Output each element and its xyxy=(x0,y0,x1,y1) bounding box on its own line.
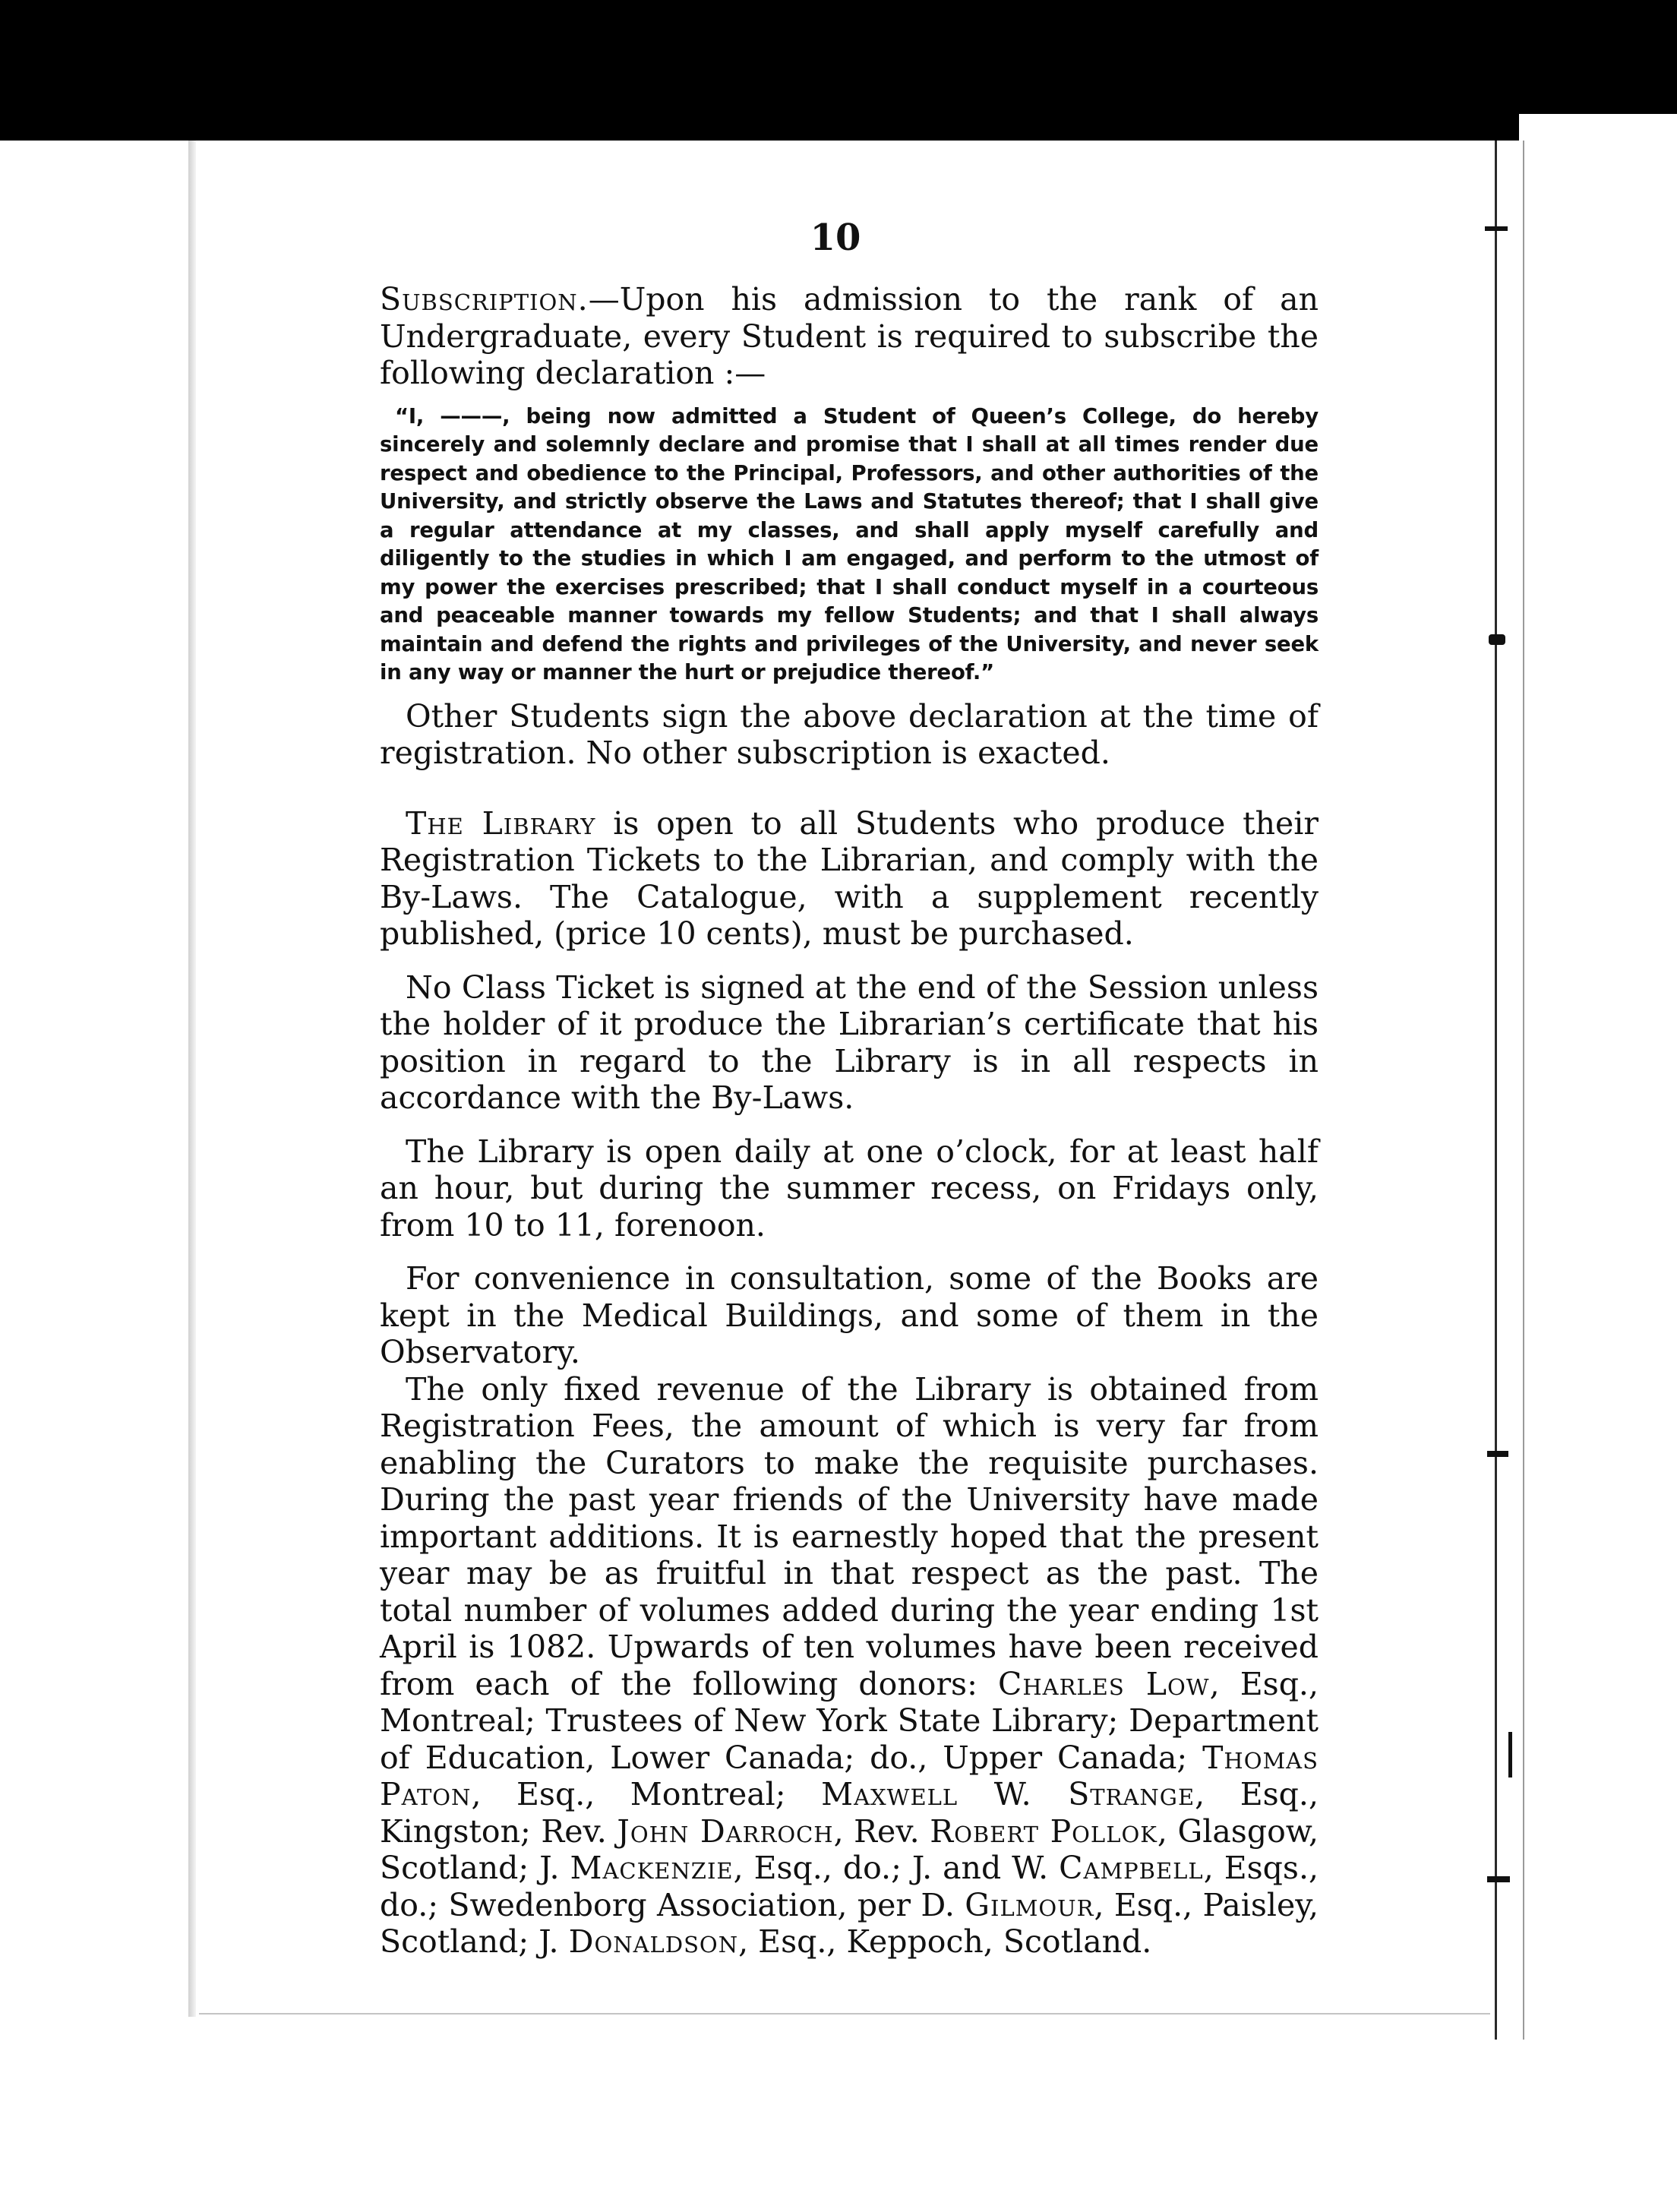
donor-name: Charles Low xyxy=(997,1665,1210,1702)
page-right-edge xyxy=(1495,141,1497,2040)
donor-detail: , Esq., Montreal; Trustees of New York State Library; Department of Education, Lower Canada; do., Upper Canada; xyxy=(380,1665,1319,1776)
donor-detail: , Esq., do.; J. and W. xyxy=(733,1850,1060,1886)
subscription-heading: Subscription. xyxy=(380,281,589,318)
donor-name: Campbell xyxy=(1059,1850,1204,1886)
declaration-quote: “I, ———, being now admitted a Student of Queen’s College, do hereby sincerely and solemnly declare and promise that I shall at all times render due respect and obedience to the Principal, Professors, and other authorities of the University, and strictly observe the Laws and Statutes thereof; that I shall give a regular attendance at my classes, and shall apply myself carefully and diligently to the studies in which I am engaged, and perform to the utmost of my power the exercises prescribed; that I shall conduct myself in a courteous and peaceable manner towards my fellow Students; and that I shall always maintain and defend the rights and privileges of the University, and never seek in any way or manner the hurt or prejudice thereof.” xyxy=(380,403,1319,684)
donor-detail: , Esq., Kingston; Rev. xyxy=(380,1776,1319,1850)
binding-mark xyxy=(1487,1876,1510,1882)
subscription-text: —Upon his admission to the rank of an Undergraduate, every Student is required to subscribe the following declaration :— xyxy=(380,281,1319,391)
binding-mark xyxy=(1489,634,1505,645)
subscription-paragraph xyxy=(380,281,1319,392)
donor-name: Thomas Paton xyxy=(380,1739,1319,1812)
library-text: is open to all Students who produce their Registration Tickets to the Librarian, and comply with the By-Laws. The Catalogue, with a supplement recently published, (price 10 cents), must be purchased. xyxy=(380,804,1319,952)
donor-name: Robert Pollok xyxy=(930,1812,1157,1850)
revenue-text: The only fixed revenue of the Library is obtained from Registration Fees, the amount of which is very far from enabling the Curators to make the requisite purchases. During the past year friends of the University have made important additions. It is earnestly hoped that the present year may be as fruitful in that respect as the past. The total number of volumes added during the year ending 1st April is 1082. Upwards of ten volumes have been received from each of the following donors: xyxy=(380,1370,1319,1702)
donor-detail: , Esqs., do.; Swedenborg Association, per D. xyxy=(380,1850,1319,1923)
donor-name: John Darroch xyxy=(617,1812,834,1850)
page-number: 10 xyxy=(810,216,861,259)
donor-name: Gilmour xyxy=(965,1886,1094,1923)
convenience-paragraph: For convenience in consultation, some of the Books are kept in the Medical Buildings, and some of them in the Observatory. xyxy=(380,1260,1319,1370)
other-students-paragraph: Other Students sign the above declaration at the time of registration. No other subscription is exacted. xyxy=(380,697,1319,771)
donor-detail: , Esq., Montreal; xyxy=(471,1776,822,1812)
binding-mark xyxy=(1508,1732,1512,1778)
donor-detail: , Rev. xyxy=(833,1812,930,1850)
donor-detail: , Esq., Keppoch, Scotland. xyxy=(738,1923,1152,1960)
library-paragraph xyxy=(380,805,1319,953)
page-left-edge xyxy=(188,141,196,2017)
library-heading: The Library xyxy=(406,804,596,842)
binding-mark xyxy=(1485,226,1508,231)
revenue-paragraph xyxy=(380,1371,1319,1961)
donor-name: Mackenzie xyxy=(570,1850,734,1886)
donor-name: Maxwell W. Strange xyxy=(821,1776,1195,1812)
donor-name: Donaldson xyxy=(568,1923,739,1960)
scan-top-margin xyxy=(0,0,1677,141)
page-body xyxy=(380,281,1319,1961)
scan-spine-area xyxy=(1519,114,1677,2212)
donor-detail: , Esq., Paisley, Scotland; J. xyxy=(380,1886,1319,1960)
hours-paragraph: The Library is open daily at one o’clock, for at least half an hour, but during the summer recess, on Fridays only, from 10 to 11, forenoon. xyxy=(380,1133,1319,1243)
page-gutter-line xyxy=(1523,141,1524,2040)
donor-detail: , Glasgow, Scotland; J. xyxy=(380,1812,1319,1886)
class-ticket-paragraph: No Class Ticket is signed at the end of the Session unless the holder of it produce the Librarian’s certificate that his position in regard to the Library is in all respects in accordance with the By-Laws. xyxy=(380,969,1319,1116)
binding-mark xyxy=(1487,1451,1508,1457)
page-bottom-edge xyxy=(199,2013,1490,2014)
